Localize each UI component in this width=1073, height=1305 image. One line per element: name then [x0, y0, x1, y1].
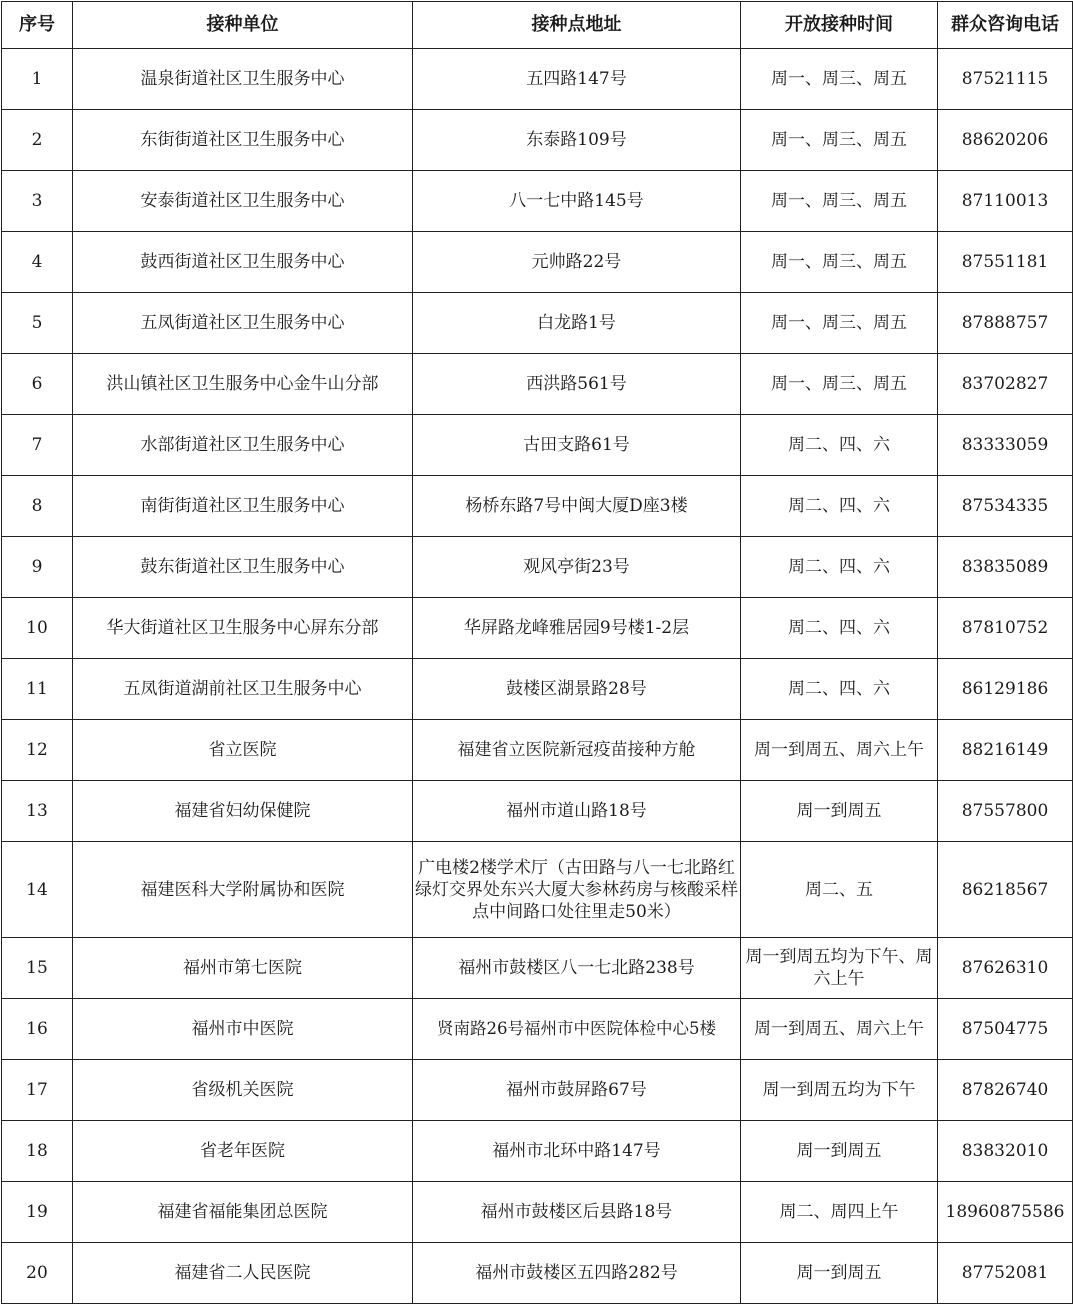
cell-unit: 华大街道社区卫生服务中心屏东分部 — [73, 598, 413, 659]
cell-address: 福州市鼓楼区五四路282号 — [413, 1243, 741, 1304]
cell-unit: 鼓西街道社区卫生服务中心 — [73, 232, 413, 293]
table-row — [2, 232, 1073, 293]
cell-phone: 88216149 — [938, 720, 1073, 781]
cell-time: 周二、五 — [741, 842, 938, 938]
cell-no: 9 — [2, 537, 73, 598]
cell-time: 周一、周三、周五 — [741, 354, 938, 415]
cell-time: 周二、周四上午 — [741, 1182, 938, 1243]
cell-time: 周一、周三、周五 — [741, 293, 938, 354]
cell-time: 周二、四、六 — [741, 598, 938, 659]
cell-phone: 86218567 — [938, 842, 1073, 938]
cell-phone: 87626310 — [938, 938, 1073, 999]
cell-no: 15 — [2, 938, 73, 999]
table-row — [2, 171, 1073, 232]
cell-no: 17 — [2, 1060, 73, 1121]
cell-phone: 83832010 — [938, 1121, 1073, 1182]
cell-phone: 87752081 — [938, 1243, 1073, 1304]
cell-address: 广电楼2楼学术厅（古田路与八一七北路红绿灯交界处东兴大厦大参林药房与核酸采样点中间路口处往里走50米） — [413, 842, 741, 938]
table-row — [2, 415, 1073, 476]
cell-unit: 洪山镇社区卫生服务中心金牛山分部 — [73, 354, 413, 415]
cell-no: 3 — [2, 171, 73, 232]
cell-no: 20 — [2, 1243, 73, 1304]
cell-no: 11 — [2, 659, 73, 720]
cell-unit: 五凤街道社区卫生服务中心 — [73, 293, 413, 354]
cell-address: 福州市鼓屏路67号 — [413, 1060, 741, 1121]
table-header-row — [2, 2, 1073, 49]
cell-unit: 福建省福能集团总医院 — [73, 1182, 413, 1243]
cell-no: 12 — [2, 720, 73, 781]
cell-phone: 87888757 — [938, 293, 1073, 354]
cell-time: 周一、周三、周五 — [741, 171, 938, 232]
table-row — [2, 938, 1073, 999]
cell-no: 6 — [2, 354, 73, 415]
cell-phone: 83333059 — [938, 415, 1073, 476]
cell-no: 2 — [2, 110, 73, 171]
cell-unit: 水部街道社区卫生服务中心 — [73, 415, 413, 476]
cell-no: 1 — [2, 49, 73, 110]
table-row — [2, 1060, 1073, 1121]
table-row — [2, 537, 1073, 598]
cell-phone: 87534335 — [938, 476, 1073, 537]
cell-address: 贤南路26号福州市中医院体检中心5楼 — [413, 999, 741, 1060]
table-row — [2, 49, 1073, 110]
cell-phone: 88620206 — [938, 110, 1073, 171]
cell-unit: 东街街道社区卫生服务中心 — [73, 110, 413, 171]
cell-phone: 83702827 — [938, 354, 1073, 415]
cell-phone: 87557800 — [938, 781, 1073, 842]
cell-address: 杨桥东路7号中闽大厦D座3楼 — [413, 476, 741, 537]
cell-no: 16 — [2, 999, 73, 1060]
cell-unit: 省立医院 — [73, 720, 413, 781]
cell-unit: 温泉街道社区卫生服务中心 — [73, 49, 413, 110]
cell-unit: 福州市第七医院 — [73, 938, 413, 999]
table-row — [2, 293, 1073, 354]
cell-address: 华屏路龙峰雅居园9号楼1-2层 — [413, 598, 741, 659]
cell-unit: 安泰街道社区卫生服务中心 — [73, 171, 413, 232]
cell-phone: 87521115 — [938, 49, 1073, 110]
cell-unit: 福建省二人民医院 — [73, 1243, 413, 1304]
cell-time: 周一到周五 — [741, 781, 938, 842]
cell-time: 周一到周五均为下午、周六上午 — [741, 938, 938, 999]
cell-unit: 福建省妇幼保健院 — [73, 781, 413, 842]
cell-time: 周一到周五 — [741, 1243, 938, 1304]
cell-phone: 87810752 — [938, 598, 1073, 659]
cell-phone: 18960875586 — [938, 1182, 1073, 1243]
cell-time: 周二、四、六 — [741, 537, 938, 598]
cell-time: 周一、周三、周五 — [741, 110, 938, 171]
cell-address: 福建省立医院新冠疫苗接种方舱 — [413, 720, 741, 781]
table-row — [2, 354, 1073, 415]
cell-unit: 福建医科大学附属协和医院 — [73, 842, 413, 938]
cell-no: 4 — [2, 232, 73, 293]
cell-time: 周一到周五均为下午 — [741, 1060, 938, 1121]
cell-address: 白龙路1号 — [413, 293, 741, 354]
table-row — [2, 598, 1073, 659]
cell-address: 西洪路561号 — [413, 354, 741, 415]
table-row — [2, 1243, 1073, 1304]
header-address: 接种点地址 — [413, 2, 741, 49]
cell-time: 周一、周三、周五 — [741, 232, 938, 293]
header-time: 开放接种时间 — [741, 2, 938, 49]
header-no: 序号 — [2, 2, 73, 49]
cell-no: 18 — [2, 1121, 73, 1182]
table-row — [2, 1121, 1073, 1182]
cell-unit: 南街街道社区卫生服务中心 — [73, 476, 413, 537]
cell-address: 元帅路22号 — [413, 232, 741, 293]
cell-phone: 87110013 — [938, 171, 1073, 232]
table-row — [2, 1182, 1073, 1243]
cell-address: 五四路147号 — [413, 49, 741, 110]
cell-unit: 鼓东街道社区卫生服务中心 — [73, 537, 413, 598]
cell-address: 鼓楼区湖景路28号 — [413, 659, 741, 720]
cell-address: 福州市北环中路147号 — [413, 1121, 741, 1182]
cell-time: 周二、四、六 — [741, 415, 938, 476]
cell-time: 周一到周五、周六上午 — [741, 720, 938, 781]
cell-address: 福州市道山路18号 — [413, 781, 741, 842]
cell-no: 7 — [2, 415, 73, 476]
table-row — [2, 720, 1073, 781]
table-row — [2, 842, 1073, 938]
cell-phone: 86129186 — [938, 659, 1073, 720]
cell-address: 福州市鼓楼区八一七北路238号 — [413, 938, 741, 999]
cell-phone: 83835089 — [938, 537, 1073, 598]
cell-no: 14 — [2, 842, 73, 938]
table-row — [2, 659, 1073, 720]
cell-time: 周二、四、六 — [741, 659, 938, 720]
cell-address: 古田支路61号 — [413, 415, 741, 476]
header-phone: 群众咨询电话 — [938, 2, 1073, 49]
table-row — [2, 476, 1073, 537]
cell-no: 5 — [2, 293, 73, 354]
cell-no: 10 — [2, 598, 73, 659]
cell-address: 福州市鼓楼区后县路18号 — [413, 1182, 741, 1243]
cell-no: 13 — [2, 781, 73, 842]
vaccination-sites-table — [1, 1, 1073, 1304]
table-row — [2, 781, 1073, 842]
header-unit: 接种单位 — [73, 2, 413, 49]
cell-unit: 五凤街道湖前社区卫生服务中心 — [73, 659, 413, 720]
cell-time: 周一到周五 — [741, 1121, 938, 1182]
table-row — [2, 999, 1073, 1060]
cell-time: 周一到周五、周六上午 — [741, 999, 938, 1060]
cell-phone: 87826740 — [938, 1060, 1073, 1121]
cell-time: 周二、四、六 — [741, 476, 938, 537]
cell-time: 周一、周三、周五 — [741, 49, 938, 110]
cell-address: 观风亭街23号 — [413, 537, 741, 598]
cell-unit: 福州市中医院 — [73, 999, 413, 1060]
cell-phone: 87504775 — [938, 999, 1073, 1060]
cell-no: 8 — [2, 476, 73, 537]
cell-address: 东泰路109号 — [413, 110, 741, 171]
cell-unit: 省级机关医院 — [73, 1060, 413, 1121]
table-row — [2, 110, 1073, 171]
cell-no: 19 — [2, 1182, 73, 1243]
cell-address: 八一七中路145号 — [413, 171, 741, 232]
cell-phone: 87551181 — [938, 232, 1073, 293]
cell-unit: 省老年医院 — [73, 1121, 413, 1182]
